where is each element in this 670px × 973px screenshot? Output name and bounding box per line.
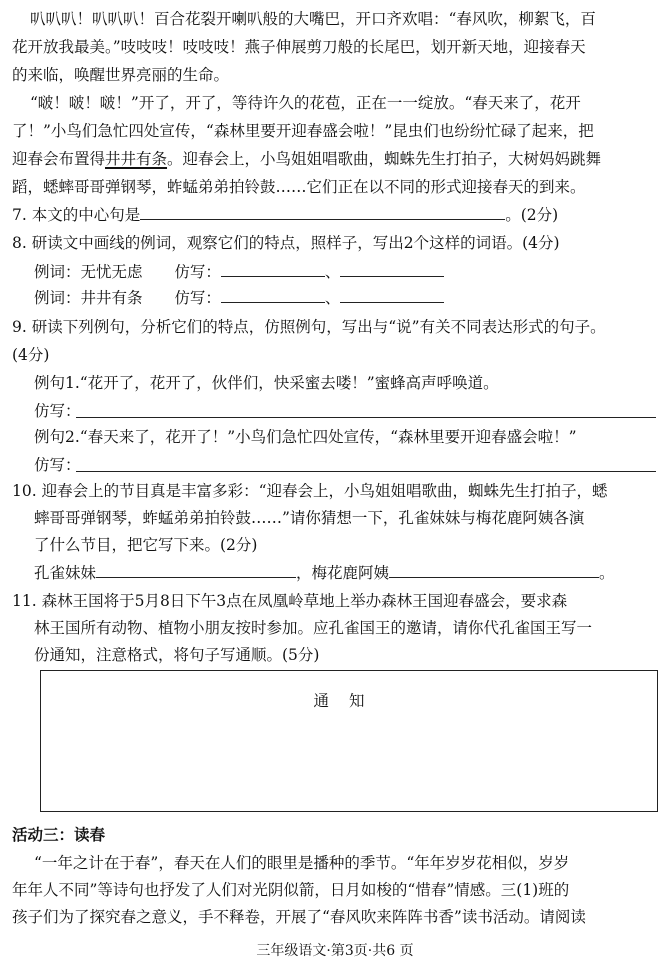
question-8: 8. 研读文中画线的例词，观察它们的特点，照样子，写出2个这样的词语。(4分) (12, 234, 560, 252)
q8-example-2: 例词：井井有条 (34, 289, 143, 307)
passage-line: “啵！啵！啵！”开了，开了，等待许久的花苞，正在一一绽放。“春天来了，花开 (30, 94, 581, 112)
separator: 、 (324, 263, 341, 281)
q9-answer-line-1[interactable] (76, 416, 656, 418)
q9-answer-line-2[interactable] (76, 470, 656, 472)
activity3-line: 年年人不同”等诗句也抒发了人们对光阴似箭，日月如梭的“惜春”情感。三(1)班的 (12, 881, 570, 899)
passage-text: 。迎春会上，小鸟姐姐唱歌曲，蜘蛛先生打拍子，大树妈妈跳舞 (167, 150, 602, 168)
question-9: 9. 研读下列例句，分析它们的特点，仿照例句，写出与“说”有关不同表达形式的句子。 (12, 318, 606, 336)
passage-text: 迎春会布置得 (12, 150, 106, 168)
page-footer: 三年级语文·第3页·共6 页 (256, 943, 414, 959)
section-heading: 活动三：读春 (12, 826, 106, 844)
q7-answer-blank[interactable] (140, 203, 505, 220)
q8-answer-blank[interactable] (221, 260, 325, 277)
question-10: 10. 迎春会上的节目真是丰富多彩：“迎春会上，小鸟姐姐唱歌曲，蜘蛛先生打拍子，蟋 (12, 482, 608, 500)
question-10-cont: 蟀哥哥弹钢琴，蚱蜢弟弟拍铃鼓……”请你猜想一下，孔雀妹妹与梅花鹿阿姨各演 (34, 509, 585, 527)
q9-imitate-label: 仿写： (34, 402, 81, 420)
q10-end: 。 (599, 564, 615, 582)
notice-writing-box[interactable] (40, 670, 658, 812)
q10-deer-label: ，梅花鹿阿姨 (296, 564, 390, 582)
separator: 、 (324, 289, 341, 307)
q10-deer-blank[interactable] (389, 561, 599, 578)
passage-line: 蹈，蟋蟀哥哥弹钢琴，蚱蜢弟弟拍铃鼓……它们正在以不同的形式迎接春天的到来。 (12, 178, 586, 196)
q8-answer-blank[interactable] (221, 286, 325, 303)
q8-answer-blank[interactable] (340, 286, 444, 303)
question-9-score: (4分) (12, 346, 50, 364)
q10-answer-row (34, 560, 664, 586)
notice-title: 通知 (313, 692, 385, 710)
q10-peacock-blank[interactable] (96, 561, 296, 578)
question-7 (12, 202, 664, 228)
q8-imitate-label: 仿写： (174, 263, 221, 281)
passage-line: 了！”小鸟们急忙四处宣传，“森林里要开迎春盛会啦！”昆虫们也纷纷忙碌了起来，把 (12, 122, 594, 140)
activity3-line: 孩子们为了探究春之意义，手不释卷，开展了“春风吹来阵阵书香”读书活动。请阅读 (12, 908, 586, 926)
q9-imitate-1 (34, 398, 664, 424)
passage-line: 的来临，唤醒世界亮丽的生命。 (12, 66, 230, 84)
passage-line (12, 146, 664, 172)
q8-imitate-label: 仿写： (174, 289, 221, 307)
q7-score: 。(2分) (505, 206, 559, 224)
q8-answer-blank[interactable] (340, 260, 444, 277)
q8-example-1: 例词：无忧无虑 (34, 263, 143, 281)
q9-example-1: 例句1.“花开了，花开了，伙伴们，快采蜜去喽！”蜜蜂高声呼唤道。 (34, 374, 499, 392)
activity3-line: “一年之计在于春”，春天在人们的眼里是播种的季节。“年年岁岁花相似，岁岁 (34, 854, 570, 872)
q9-imitate-label: 仿写： (34, 456, 81, 474)
q8-example-row-2 (34, 285, 664, 311)
question-11-cont: 林王国所有动物、植物小朋友按时参加。应孔雀国王的邀请，请你代孔雀国王写一 (34, 619, 593, 637)
question-11: 11. 森林王国将于5月8日下午3点在凤凰岭草地上举办森林王国迎春盛会，要求森 (12, 592, 568, 610)
question-10-cont: 了什么节目，把它写下来。(2分) (34, 536, 258, 554)
q8-example-row-1 (34, 259, 664, 285)
passage-line: 叭叭叭！叭叭叭！百合花裂开喇叭般的大嘴巴，开口齐欢唱：“春风吹，柳絮飞，百 (30, 10, 596, 28)
underlined-example-word: 井井有条 (105, 150, 168, 168)
q9-imitate-2 (34, 452, 664, 478)
question-11-cont: 份通知，注意格式，将句子写通顺。(5分) (34, 646, 320, 664)
q10-peacock-label: 孔雀妹妹 (34, 564, 97, 582)
q9-example-2: 例句2.“春天来了，花开了！”小鸟们急忙四处宣传，“森林里要开迎春盛会啦！” (34, 428, 577, 446)
q7-text: 7. 本文的中心句是 (12, 206, 141, 224)
passage-line: 花开放我最美。”吱吱吱！吱吱吱！燕子伸展剪刀般的长尾巴，划开新天地，迎接春天 (12, 38, 586, 56)
